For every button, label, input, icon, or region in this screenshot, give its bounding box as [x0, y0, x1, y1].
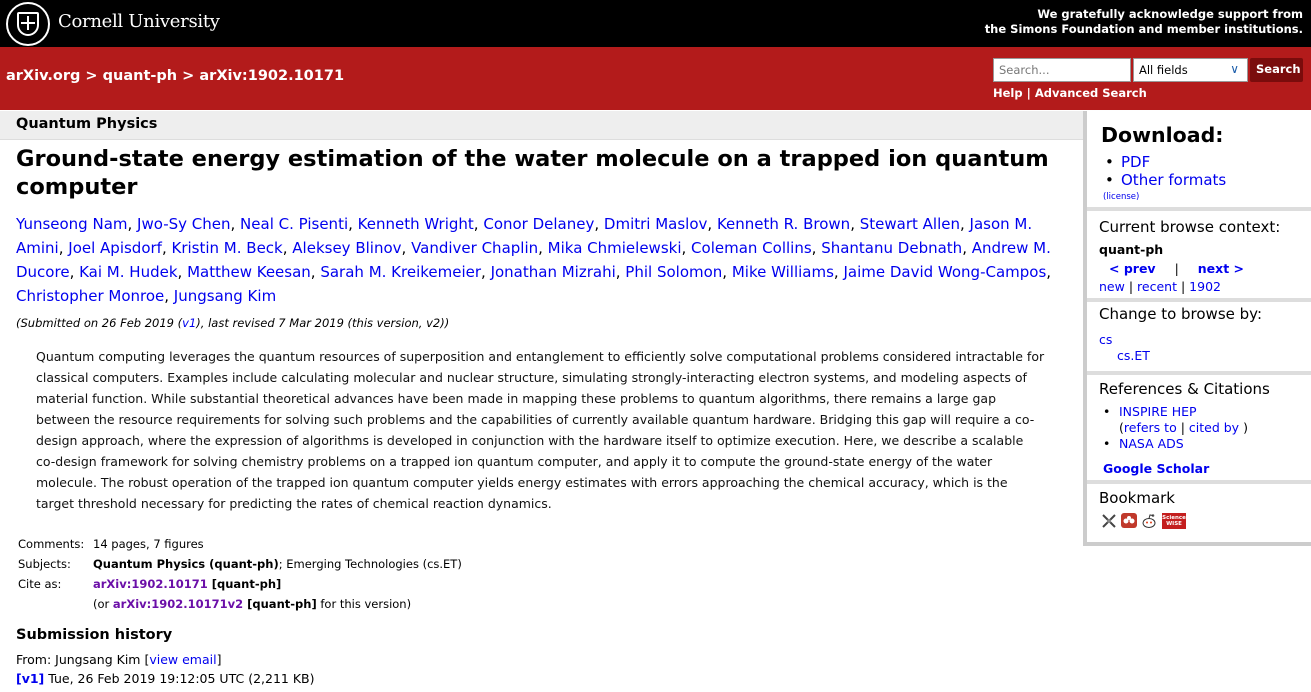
author-separator: ,: [282, 239, 293, 257]
breadcrumb-category[interactable]: quant-ph: [102, 68, 178, 84]
author-link[interactable]: Mika Chmielewski: [547, 239, 682, 257]
cite-version-line: [93, 597, 462, 612]
section-divider: [1087, 480, 1311, 484]
next-link[interactable]: next >: [1197, 261, 1245, 276]
submitted-suffix: ), last revised 7 Mar 2019 (this version, v2)): [196, 316, 450, 330]
primary-subject: Quantum Physics (quant-ph): [93, 557, 279, 571]
chevron-down-icon: ∨: [1230, 62, 1239, 76]
search-field-value: All fields: [1139, 63, 1188, 77]
cornell-name[interactable]: Cornell University: [58, 11, 220, 32]
author-separator: ,: [1046, 263, 1052, 281]
author-link[interactable]: Jungsang Kim: [173, 287, 277, 305]
cite-version-link[interactable]: arXiv:1902.10171v2: [112, 597, 244, 611]
cite-line: [93, 577, 462, 592]
ref-subitem-inspire: [1103, 420, 1248, 436]
cite-value: [93, 577, 462, 617]
nasa-ads-link[interactable]: NASA ADS: [1119, 436, 1184, 451]
author-link[interactable]: Neal C. Pisenti: [240, 215, 349, 233]
metadata-row-cite: [18, 577, 462, 617]
author-separator: ,: [722, 263, 732, 281]
section-divider: [1087, 371, 1311, 375]
author-link[interactable]: Jwo-Sy Chen: [137, 215, 231, 233]
support-line-2[interactable]: the Simons Foundation and member institutions.: [984, 22, 1303, 36]
browse-context-title: Current browse context:: [1099, 218, 1281, 236]
author-separator: ,: [681, 239, 692, 257]
author-separator: ,: [833, 263, 844, 281]
search-field-select[interactable]: [1133, 58, 1248, 82]
paren-open: (: [1119, 420, 1124, 435]
abstract-page: [0, 111, 1083, 692]
download-title: Download:: [1101, 123, 1224, 147]
author-separator: ,: [615, 263, 626, 281]
version-v1-link[interactable]: v1: [182, 316, 197, 330]
nav-separator: |: [1128, 279, 1134, 294]
search-button[interactable]: Search: [1250, 58, 1303, 82]
breadcrumb: [6, 68, 344, 84]
cited-by-link[interactable]: cited by: [1188, 420, 1240, 435]
author-link[interactable]: Phil Solomon: [625, 263, 723, 281]
month-link[interactable]: 1902: [1189, 279, 1221, 294]
ref-item-nasa: [1103, 436, 1248, 452]
paren-close: ): [1243, 420, 1248, 435]
author-separator: ,: [538, 239, 548, 257]
author-link[interactable]: Mike Williams: [731, 263, 834, 281]
comments-value: 14 pages, 7 figures: [93, 537, 204, 551]
author-separator: ,: [401, 239, 412, 257]
download-list: [1105, 153, 1226, 189]
search-input[interactable]: Search...: [993, 58, 1131, 82]
metadata-row-subjects: [18, 557, 462, 577]
author-link[interactable]: Stewart Allen: [859, 215, 960, 233]
author-separator: ,: [348, 215, 358, 233]
author-list: [16, 212, 1066, 308]
version-v1-details: Tue, 26 Feb 2019 19:12:05 UTC (2,211 KB): [44, 671, 315, 686]
cite-version-suffix: for this version): [316, 597, 412, 611]
author-link[interactable]: Kai M. Hudek: [79, 263, 178, 281]
from-prefix: From: Jungsang Kim [: [16, 652, 150, 667]
browse-nav: [1099, 261, 1244, 276]
breadcrumb-separator: >: [85, 68, 98, 84]
author-link[interactable]: Dmitri Maslov: [603, 215, 708, 233]
cornell-seal-icon[interactable]: [6, 2, 50, 46]
references-list: [1103, 404, 1248, 452]
nav-separator: |: [1174, 261, 1179, 276]
secondary-subjects: ; Emerging Technologies (cs.ET): [278, 557, 462, 571]
author-link[interactable]: Yunseong Nam: [16, 215, 128, 233]
google-scholar-link[interactable]: Google Scholar: [1103, 461, 1210, 476]
cite-arxiv-link[interactable]: arXiv:1902.10171: [93, 577, 208, 591]
author-separator: ,: [594, 215, 604, 233]
section-divider: [1087, 298, 1311, 302]
references-title: References & Citations: [1099, 380, 1270, 398]
author-separator: ,: [161, 239, 172, 257]
mendeley-icon[interactable]: [1121, 513, 1137, 528]
author-link[interactable]: Coleman Collins: [691, 239, 812, 257]
browse-cset-link[interactable]: cs.ET: [1117, 348, 1150, 363]
arxiv-header: [0, 47, 1311, 110]
recent-link[interactable]: recent: [1137, 279, 1177, 294]
paper-title: Ground-state energy estimation of the water molecule on a trapped ion quantum computer: [16, 146, 1049, 200]
author-separator: ,: [959, 215, 970, 233]
author-separator: ,: [177, 263, 188, 281]
breadcrumb-arxiv[interactable]: arXiv.org: [6, 68, 81, 84]
bookmark-title: Bookmark: [1099, 489, 1175, 507]
reddit-icon[interactable]: [1141, 513, 1157, 529]
from-suffix: ]: [216, 652, 222, 667]
support-acknowledgement[interactable]: [985, 7, 1303, 37]
view-email-link[interactable]: view email: [149, 652, 217, 667]
subjects-value: [93, 557, 462, 577]
cite-version-category: [quant-ph]: [243, 597, 317, 611]
breadcrumb-paper-id[interactable]: arXiv:1902.10171: [199, 68, 345, 84]
author-separator: ,: [481, 263, 491, 281]
browse-context-links: [1099, 279, 1221, 294]
nav-separator: |: [1180, 420, 1185, 435]
version-v1-entry: [16, 671, 314, 686]
breadcrumb-separator: >: [182, 68, 195, 84]
submission-history-title: Submission history: [16, 627, 173, 643]
author-separator: ,: [962, 239, 972, 257]
author-link[interactable]: Jason M. Amini: [16, 215, 1033, 257]
bibsonomy-icon[interactable]: [1101, 513, 1117, 529]
author-separator: ,: [69, 263, 80, 281]
author-link[interactable]: Kenneth Wright: [357, 215, 474, 233]
nav-separator: |: [1180, 279, 1186, 294]
author-link[interactable]: Kenneth R. Brown: [716, 215, 851, 233]
support-line-1[interactable]: We gratefully acknowledge support from: [1037, 7, 1303, 21]
download-item-other: [1105, 171, 1226, 189]
header-links: [993, 86, 1147, 100]
subjects-label: Subjects:: [18, 557, 71, 571]
author-link[interactable]: Sarah M. Kreikemeier: [320, 263, 482, 281]
cite-version-prefix: (or: [93, 597, 113, 611]
help-link[interactable]: Help: [993, 86, 1023, 100]
download-item-pdf: [1105, 153, 1226, 171]
sciencewise-icon[interactable]: Science WISE: [1162, 515, 1186, 527]
author-link[interactable]: Shantanu Debnath: [821, 239, 963, 257]
author-separator: ,: [473, 215, 484, 233]
submission-from: [16, 652, 221, 667]
author-separator: ,: [58, 239, 69, 257]
prev-link[interactable]: < prev: [1109, 261, 1156, 276]
subject-heading: Quantum Physics: [0, 111, 1083, 140]
author-separator: ,: [707, 215, 717, 233]
metadata-table: [18, 537, 462, 617]
author-separator: ,: [127, 215, 138, 233]
comments-label: Comments:: [18, 537, 85, 551]
author-link[interactable]: Jonathan Mizrahi: [490, 263, 616, 281]
submission-dates: [16, 316, 449, 330]
section-divider: [1087, 207, 1311, 211]
change-browse-title: Change to browse by:: [1099, 305, 1263, 323]
author-separator: ,: [850, 215, 860, 233]
author-link[interactable]: Vandiver Chaplin: [411, 239, 539, 257]
browse-context-category: quant-ph: [1099, 242, 1164, 257]
cite-category: [quant-ph]: [207, 577, 282, 591]
link-separator: |: [1026, 86, 1031, 100]
author-link[interactable]: Christopher Monroe: [16, 287, 165, 305]
author-link[interactable]: Aleksey Blinov: [292, 239, 402, 257]
version-v1-download-link[interactable]: [v1]: [16, 671, 45, 686]
metadata-row-comments: [18, 537, 462, 557]
license-link[interactable]: (license): [1103, 192, 1140, 202]
abstract: Quantum computing leverages the quantum resources of superposition and entanglement to efficiently solve computational problems considered intractable for classical computers. Examples include calculating molecular and nuclear structure, simulating strongly-interacting electron systems, and modeling aspects of material function. While substantial theoretical advances have been made in mapping these problems to quantum algorithms, there remains a large gap between the resource requirements for solving such problems and the capabilities of currently available quantum hardware. Bridging this gap will require a co-design approach, where the expression of algorithms is developed in conjunction with the hardware itself to optimize execution. Here, we describe a scalable co-design framework for solving chemistry problems on a trapped ion quantum computer, and apply it to compute the ground-state energy of the water molecule. The robust operation of the trapped ion quantum computer yields energy estimates with errors approaching the chemical accuracy, which is the target threshold necessary for predicting the rates of chemical reaction dynamics.: [36, 349, 1045, 511]
advanced-search-link[interactable]: Advanced Search: [1034, 86, 1147, 100]
author-separator: ,: [310, 263, 321, 281]
author-link[interactable]: Jaime David Wong-Campos: [843, 263, 1047, 281]
submitted-prefix: (Submitted on 26 Feb 2019 (: [16, 316, 183, 330]
author-link[interactable]: Andrew M. Ducore: [16, 239, 1051, 281]
author-link[interactable]: Kristin M. Beck: [171, 239, 283, 257]
author-link[interactable]: Conor Delaney: [483, 215, 595, 233]
ref-item-inspire: [1103, 404, 1248, 420]
pdf-link[interactable]: PDF: [1121, 153, 1151, 171]
inspire-link[interactable]: INSPIRE HEP: [1119, 404, 1197, 419]
author-link[interactable]: Matthew Keesan: [187, 263, 311, 281]
author-separator: ,: [230, 215, 241, 233]
cite-label: Cite as:: [18, 577, 62, 591]
browse-cs-link[interactable]: cs: [1099, 332, 1113, 347]
new-link[interactable]: new: [1099, 279, 1125, 294]
author-link[interactable]: Joel Apisdorf: [68, 239, 162, 257]
author-separator: ,: [811, 239, 822, 257]
sidebar: [1083, 111, 1311, 546]
cornell-banner: [0, 0, 1311, 47]
refers-to-link[interactable]: refers to: [1123, 420, 1177, 435]
other-formats-link[interactable]: Other formats: [1121, 171, 1227, 189]
author-separator: ,: [164, 287, 174, 305]
